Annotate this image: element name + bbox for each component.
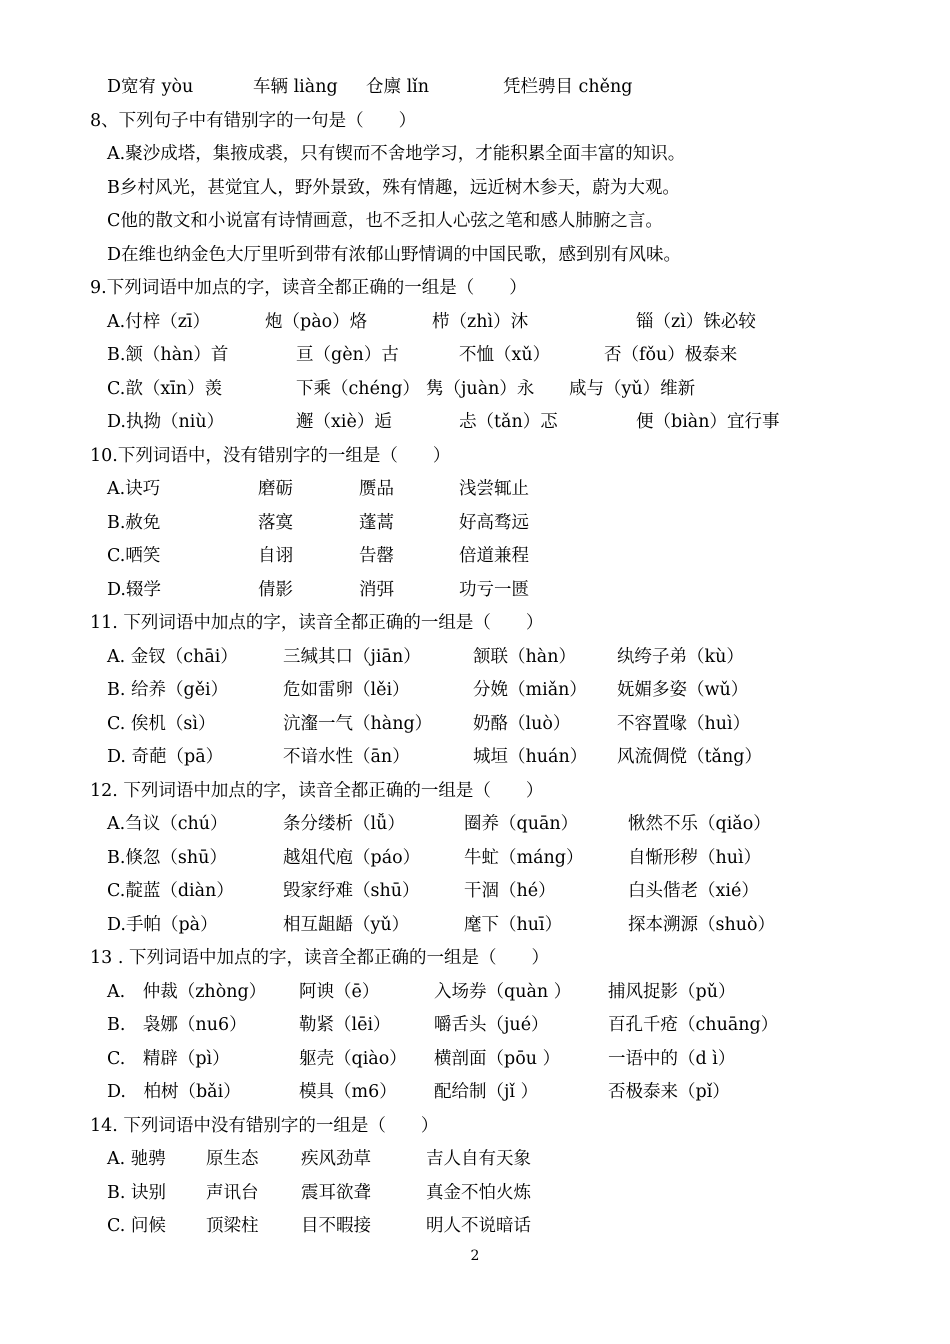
option-cell: 锱（zì）铢必较	[636, 311, 756, 332]
option-cell: 栉（zhì）沐	[432, 311, 529, 332]
option-cell: 咸与（yǔ）维新	[569, 378, 696, 399]
question-text: 11. 下列词语中加点的字，读音全都正确的一组是（ ）	[90, 613, 544, 633]
option-cell: 相互龃龉（yǔ）	[283, 914, 410, 935]
answer-option	[0, 374, 950, 404]
option-cell: 告罄	[359, 546, 394, 566]
answer-option	[0, 843, 950, 873]
option-cell: 仓廪 lǐn	[366, 77, 430, 97]
option-cell: 自诩	[258, 546, 293, 566]
option-cell: D宽宥 yòu	[107, 77, 194, 97]
option-cell: A.诀巧	[107, 479, 161, 499]
option-cell: 磨砺	[258, 479, 293, 499]
answer-option	[0, 474, 950, 504]
answer-option	[0, 575, 950, 605]
option-cell: D.手帕（pà）	[107, 914, 218, 935]
answer-option	[0, 206, 950, 236]
option-cell: A. 仲裁（zhòng）	[107, 981, 267, 1002]
option-cell: C. 精辟（pì）	[107, 1048, 230, 1069]
option-cell: 赝品	[359, 479, 394, 499]
answer-option	[0, 876, 950, 906]
question-stem	[0, 776, 950, 806]
question-stem	[0, 1111, 950, 1141]
answer-option	[0, 1010, 950, 1040]
option-cell: 干涸（hé）	[464, 881, 556, 901]
answer-option	[0, 977, 950, 1007]
option-cell: 不恤（xǔ）	[459, 345, 551, 365]
question-text: 10.下列词语中，没有错别字的一组是（ ）	[90, 445, 451, 466]
option-cell: 吉人自有天象	[426, 1149, 531, 1169]
option-cell: 忐（tǎn）忑	[459, 412, 558, 432]
answer-option	[0, 709, 950, 739]
option-cell: 声讯台	[206, 1182, 259, 1203]
option-cell: 危如雷卵（lěi）	[283, 680, 410, 700]
option-cell: 妩媚多姿（wǔ）	[617, 680, 749, 700]
question-stem	[0, 608, 950, 638]
option-cell: 震耳欲聋	[301, 1182, 371, 1203]
option-cell: 隽（juàn）永	[426, 378, 535, 399]
answer-option	[0, 72, 950, 102]
answer-option	[0, 675, 950, 705]
answer-option	[0, 1144, 950, 1174]
option-cell: A. 金钗（chāi）	[107, 646, 238, 667]
option-cell: 一语中的（d ì）	[608, 1048, 736, 1069]
option-cell: 风流倜傥（tǎng）	[617, 747, 762, 767]
answer-option	[0, 1077, 950, 1107]
answer-option	[0, 173, 950, 203]
option-cell: 躯壳（qiào）	[299, 1048, 407, 1069]
option-cell: 三缄其口（jiān）	[283, 646, 421, 667]
option-cell: 牛虻（máng）	[464, 847, 584, 868]
answer-option	[0, 307, 950, 337]
option-cell: C. 问候	[107, 1216, 166, 1236]
answer-option	[0, 809, 950, 839]
answer-option	[0, 407, 950, 437]
option-cell: 横剖面（pōu ）	[434, 1048, 561, 1069]
option-cell: B. 袅娜（nu6）	[107, 1015, 247, 1035]
option-cell: C. 俟机（sì）	[107, 713, 216, 734]
option-cell: 嚼舌头（jué）	[434, 1015, 549, 1035]
option-cell: A.付梓（zī）	[107, 311, 211, 332]
answer-option	[0, 240, 950, 270]
option-cell: 配给制（jǐ ）	[434, 1082, 539, 1102]
option-cell: 真金不怕火炼	[426, 1182, 531, 1203]
option-cell: A. 驰骋	[107, 1149, 166, 1169]
option-cell: 凭栏骋目 chěng	[503, 77, 633, 97]
option-cell: 好高骛远	[459, 512, 529, 533]
answer-option	[0, 742, 950, 772]
option-cell: 沆瀣一气（hàng）	[283, 713, 433, 734]
option-cell: 麾下（huī）	[464, 914, 563, 935]
option-cell: 城垣（huán）	[473, 747, 588, 767]
option-cell: B. 诀别	[107, 1182, 166, 1203]
option-cell: D. 柏树（bǎi）	[107, 1082, 241, 1102]
question-stem	[0, 943, 950, 973]
option-cell: 不容置喙（huì）	[617, 713, 751, 734]
option-cell: 炮（pào）烙	[265, 311, 368, 332]
option-cell: 明人不说暗话	[426, 1216, 531, 1236]
option-cell: B乡村风光，甚觉宜人，野外景致，殊有情趣，远近树木参天，蔚为大观。	[107, 177, 680, 198]
option-cell: B.颔（hàn）首	[107, 345, 229, 365]
question-text: 9.下列词语中加点的字，读音全都正确的一组是（ ）	[90, 278, 527, 298]
option-cell: B.倏忽（shū）	[107, 847, 227, 868]
option-cell: D.执拗（niù）	[107, 412, 225, 432]
answer-option	[0, 139, 950, 169]
option-cell: 原生态	[206, 1149, 259, 1169]
option-cell: 落寞	[258, 512, 293, 533]
question-text: 12. 下列词语中加点的字，读音全都正确的一组是（ ）	[90, 780, 544, 801]
option-cell: 捕风捉影（pǔ）	[608, 981, 736, 1002]
option-cell: 车辆 liàng	[253, 77, 338, 97]
option-cell: 蓬蒿	[359, 512, 394, 533]
option-cell: 探本溯源（shuò）	[628, 914, 776, 935]
question-text: 13 . 下列词语中加点的字，读音全都正确的一组是（ ）	[90, 948, 549, 968]
option-cell: 圈养（quān）	[464, 814, 579, 834]
option-cell: C他的散文和小说富有诗情画意，也不乏扣人心弦之笔和感人肺腑之言。	[107, 211, 663, 231]
option-cell: 下乘（chéng）	[296, 378, 420, 399]
option-cell: 白头偕老（xié）	[628, 881, 759, 901]
answer-option	[0, 1211, 950, 1241]
option-cell: 条分缕析（lǚ）	[283, 814, 405, 834]
answer-option	[0, 1044, 950, 1074]
option-cell: 阿谀（ē）	[299, 981, 380, 1002]
question-stem	[0, 441, 950, 471]
answer-option	[0, 340, 950, 370]
option-cell: 颔联（hàn）	[473, 646, 576, 667]
option-cell: 自惭形秽（huì）	[628, 847, 762, 868]
option-cell: D.辍学	[107, 579, 161, 600]
option-cell: 模具（m6）	[299, 1082, 397, 1102]
option-cell: 浅尝辄止	[459, 479, 529, 499]
option-cell: C.哂笑	[107, 546, 161, 566]
option-cell: 愀然不乐（qiǎo）	[628, 814, 771, 834]
option-cell: 奶酪（luò）	[473, 713, 571, 734]
answer-option	[0, 1178, 950, 1208]
option-cell: C.歆（xīn）羡	[107, 378, 223, 399]
option-cell: 入场券（quàn ）	[434, 981, 572, 1002]
option-cell: 倍道兼程	[459, 546, 529, 566]
option-cell: 毁家纾难（shū）	[283, 881, 420, 901]
question-text: 8、下列句子中有错别字的一句是（ ）	[90, 110, 417, 131]
answer-option	[0, 541, 950, 571]
option-cell: 亘（gèn）古	[296, 345, 399, 365]
question-stem	[0, 273, 950, 303]
option-cell: C.靛蓝（diàn）	[107, 881, 234, 901]
answer-option	[0, 508, 950, 538]
option-cell: 疾风劲草	[301, 1149, 371, 1169]
question-stem	[0, 106, 950, 136]
option-cell: B.赦免	[107, 512, 161, 533]
option-cell: 否（fǒu）极泰来	[604, 345, 738, 365]
option-cell: 倩影	[258, 579, 293, 600]
option-cell: 顶梁柱	[206, 1216, 259, 1236]
page-number: 2	[470, 1248, 480, 1264]
answer-option	[0, 910, 950, 940]
option-cell: 功亏一匮	[459, 579, 529, 600]
option-cell: B. 给养（gěi）	[107, 680, 229, 700]
option-cell: 越俎代庖（páo）	[283, 847, 421, 868]
option-cell: 便（biàn）宜行事	[636, 412, 780, 432]
option-cell: D. 奇葩（pā）	[107, 747, 224, 767]
option-cell: 不谙水性（ān）	[283, 747, 410, 767]
option-cell: 纨绔子弟（kù）	[617, 646, 744, 667]
answer-option	[0, 642, 950, 672]
option-cell: 勒紧（lēi）	[299, 1015, 391, 1035]
option-cell: 邂（xiè）逅	[296, 412, 392, 432]
question-text: 14. 下列词语中没有错别字的一组是（ ）	[90, 1115, 439, 1136]
option-cell: 百孔千疮（chuāng）	[608, 1015, 779, 1035]
option-cell: 目不暇接	[301, 1216, 371, 1236]
option-cell: 否极泰来（pǐ）	[608, 1082, 730, 1102]
option-cell: 分娩（miǎn）	[473, 680, 587, 700]
option-cell: A.刍议（chú）	[107, 814, 228, 834]
option-cell: A.聚沙成塔，集掖成裘，只有锲而不舍地学习，才能积累全面丰富的知识。	[107, 144, 686, 164]
option-cell: D在维也纳金色大厅里听到带有浓郁山野情调的中国民歌，感到别有风味。	[107, 244, 682, 265]
option-cell: 消弭	[359, 579, 394, 600]
